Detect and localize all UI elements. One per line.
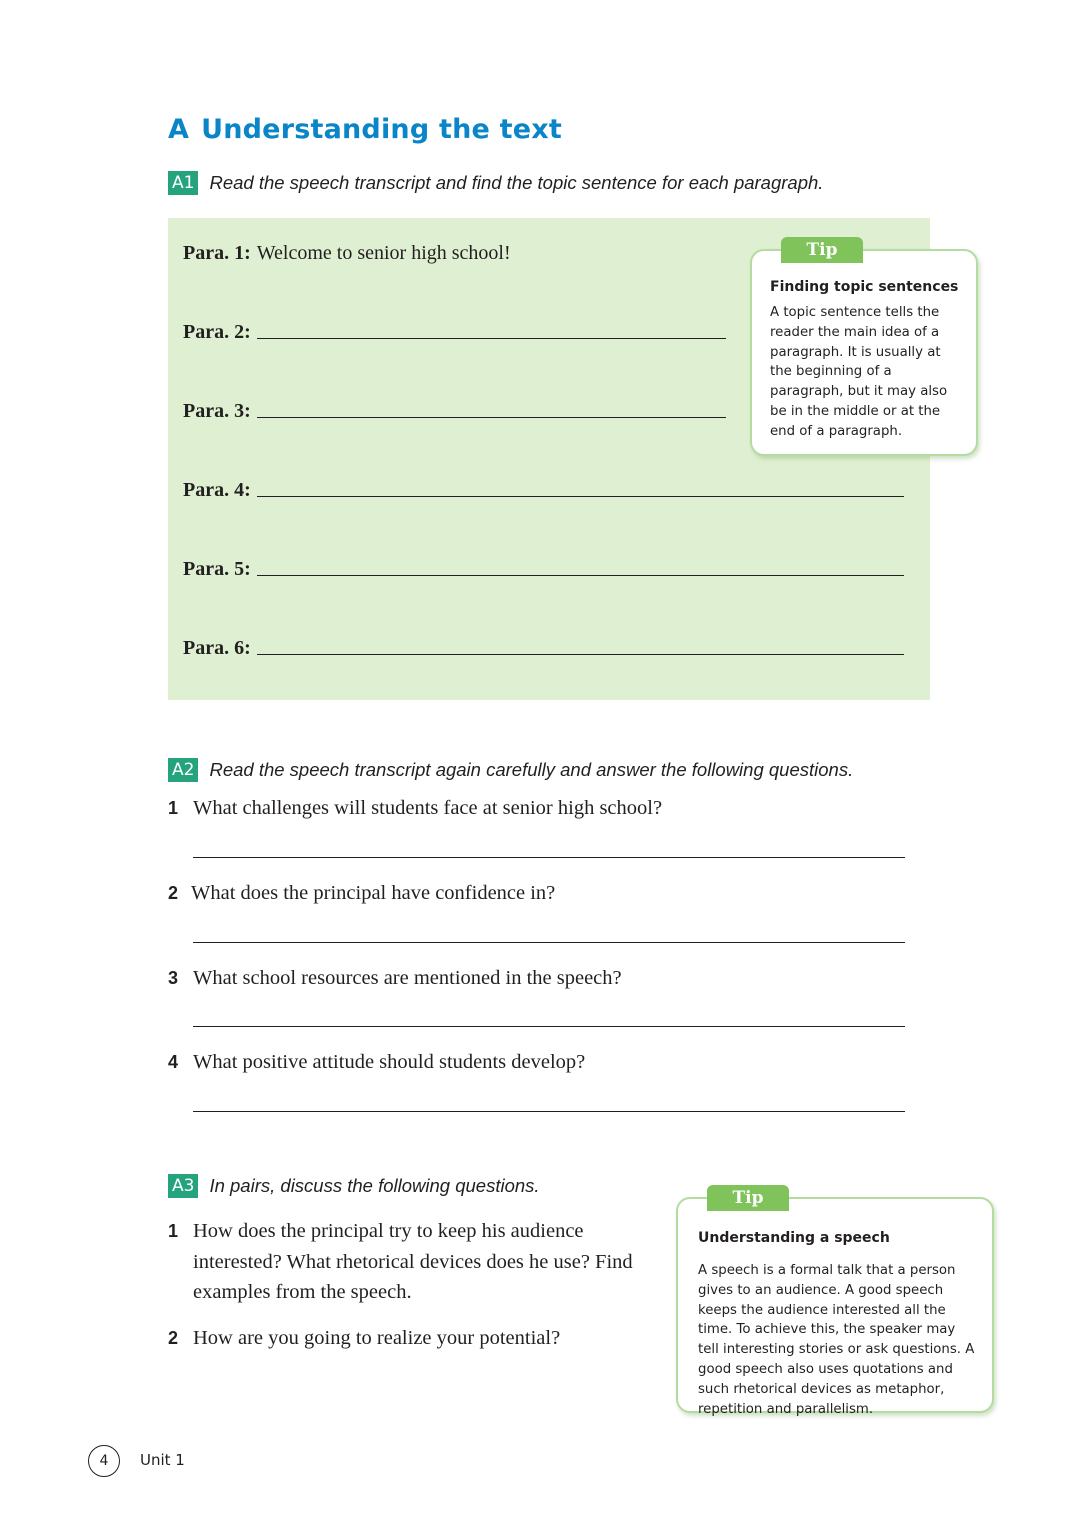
answer-blank[interactable]	[257, 416, 726, 418]
question-text: What positive attitude should students develop?	[193, 1051, 586, 1073]
answer-blank[interactable]	[257, 653, 904, 655]
a1-badge: A1	[168, 171, 198, 195]
unit-label: Unit 1	[140, 1451, 185, 1469]
a2-question-1	[168, 797, 662, 820]
tip-tab: Tip	[781, 237, 863, 263]
tip-body: A topic sentence tells the reader the main idea of a paragraph. It is usually at the beginning of a paragraph, but it may also be in the middle or at the end of a paragraph.	[770, 305, 948, 439]
question-number: 2	[168, 883, 179, 903]
question-text: What challenges will students face at senior high school?	[193, 797, 663, 819]
answer-line[interactable]	[193, 857, 905, 858]
a3-badge: A3	[168, 1174, 198, 1198]
para-label: Para. 4:	[183, 479, 251, 501]
para-label: Para. 3:	[183, 400, 251, 422]
tip-title: Understanding a speech	[698, 1230, 890, 1246]
question-text: What school resources are mentioned in the speech?	[193, 967, 622, 989]
answer-line[interactable]	[193, 1111, 905, 1112]
answer-line[interactable]	[193, 1026, 905, 1027]
answer-blank[interactable]	[257, 495, 904, 497]
a3-question-1	[168, 1216, 648, 1308]
section-heading	[168, 114, 562, 145]
para-text: Welcome to senior high school!	[256, 242, 511, 264]
question-number: 2	[168, 1328, 179, 1348]
a3-question-2	[168, 1323, 648, 1354]
para-row-6	[183, 637, 904, 660]
section-letter: A	[168, 114, 190, 145]
para-label: Para. 2:	[183, 321, 251, 343]
question-text: What does the principal have confidence in?	[191, 882, 556, 904]
para-label: Para. 6:	[183, 637, 251, 659]
question-text: How are you going to realize your potential?	[193, 1327, 561, 1349]
a3-instruction: In pairs, discuss the following questions.	[209, 1175, 540, 1196]
a2-instruction: Read the speech transcript again carefully and answer the following questions.	[209, 759, 854, 780]
para-label: Para. 1:	[183, 242, 251, 264]
a1-instruction: Read the speech transcript and find the topic sentence for each paragraph.	[209, 172, 824, 193]
question-number: 4	[168, 1052, 179, 1072]
tip-tab: Tip	[707, 1185, 789, 1211]
answer-blank[interactable]	[257, 337, 726, 339]
question-number: 1	[168, 798, 179, 818]
page-number: 4	[88, 1445, 120, 1477]
para-row-1	[183, 242, 511, 265]
question-text: How does the principal try to keep his audience interested? What rhetorical devices does he use? Find examples from the speech.	[193, 1220, 633, 1303]
answer-blank[interactable]	[257, 574, 904, 576]
a3-task	[168, 1174, 540, 1198]
a1-task	[168, 171, 823, 195]
tip-body: A speech is a formal talk that a person gives to an audience. A good speech keeps the audience interested all the time. To achieve this, the speaker may tell interesting stories or ask questions. A good speech also uses quotations and such rhetorical devices as metaphor, repetition and parallelism.	[698, 1263, 975, 1417]
question-number: 1	[168, 1221, 179, 1241]
question-number: 3	[168, 968, 179, 988]
tip-title: Finding topic sentences	[770, 279, 959, 295]
a2-question-4	[168, 1051, 585, 1074]
para-label: Para. 5:	[183, 558, 251, 580]
a2-question-2	[168, 882, 555, 905]
a2-badge: A2	[168, 758, 198, 782]
para-row-3	[183, 400, 726, 423]
a2-question-3	[168, 967, 622, 990]
section-title: Understanding the text	[201, 114, 562, 145]
answer-line[interactable]	[193, 942, 905, 943]
a2-task	[168, 758, 853, 782]
para-row-5	[183, 558, 904, 581]
para-row-2	[183, 321, 726, 344]
para-row-4	[183, 479, 904, 502]
